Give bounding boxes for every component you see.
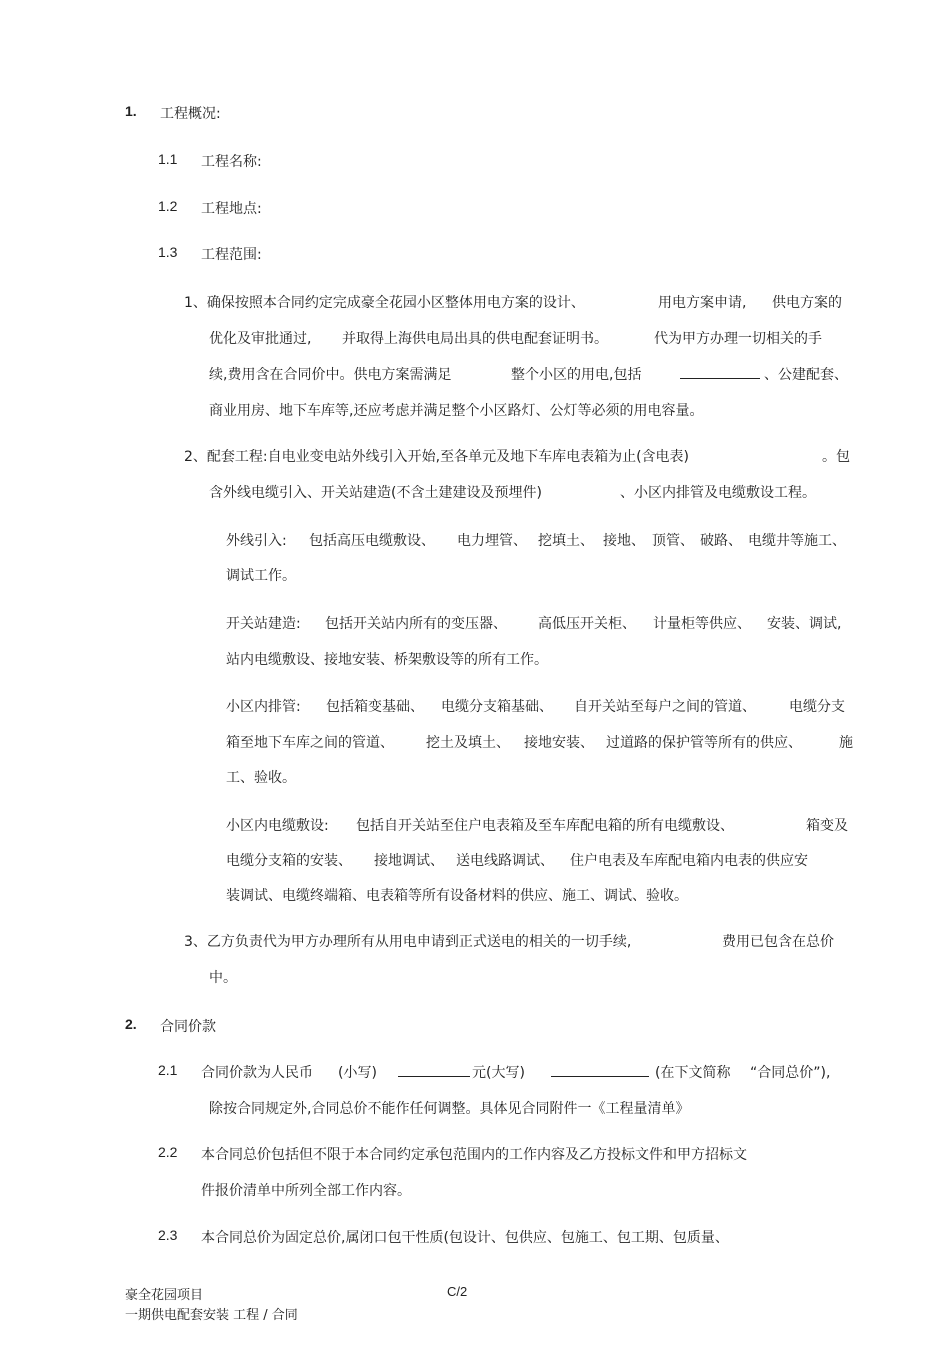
item-3-line-2: 中。	[209, 970, 237, 986]
sub-2-1-text: 除按合同规定外,合同总价不能作任何调整。具体见合同附件一《工程量清单》	[209, 1101, 690, 1117]
subitem-cable-text: 接地调试、	[374, 853, 444, 869]
subitem-cable-text: 送电线路调试、	[456, 853, 554, 869]
subitem-external-text: 挖填土、	[538, 533, 594, 549]
sub-2-1-text: (在下文简称	[655, 1065, 731, 1081]
subitem-piping-label: 小区内排管:	[226, 699, 301, 715]
item-2-line-2a: 含外线电缆引入、开关站建造(不含土建建设及预埋件)	[209, 485, 542, 501]
sub-2-1-text: (小写)	[338, 1065, 377, 1081]
sub-1-3-text: 工程范围:	[201, 247, 262, 263]
subitem-cable-text: 电缆分支箱的安装、	[226, 853, 352, 869]
sub-2-2-number: 2.2	[158, 1144, 178, 1160]
sub-2-1-text: 合同价款为人民币	[201, 1065, 313, 1081]
item-2-line-2b: 、小区内排管及电缆敷设工程。	[620, 485, 816, 501]
subitem-piping-text: 施	[839, 735, 853, 751]
footer-page-number: C/2	[447, 1284, 468, 1299]
item-2-line-1b: 。包	[822, 449, 850, 465]
subitem-external-text: 电缆井等施工、	[748, 533, 846, 549]
subitem-switchstation-label: 开关站建造:	[226, 616, 301, 632]
sub-2-1-text: “合同总价”),	[750, 1065, 831, 1081]
subitem-external-label: 外线引入:	[226, 533, 287, 549]
subitem-external-text: 调试工作。	[226, 568, 296, 584]
subitem-piping-text: 电缆分支	[789, 699, 845, 715]
item-3-line-1b: 费用已包含在总价	[722, 934, 834, 950]
item-1-line-2b: 并取得上海供电局出具的供电配套证明书。	[342, 331, 608, 347]
item-1-line-2a: 优化及审批通过,	[209, 331, 312, 347]
sub-1-3-number: 1.3	[158, 244, 178, 260]
section-2-number: 2.	[125, 1016, 137, 1032]
subitem-external-text: 破路、	[700, 533, 742, 549]
subitem-switchstation-text: 安装、调试,	[767, 616, 842, 632]
subitem-external-text: 电力埋管、	[457, 533, 527, 549]
price-upper-blank	[551, 1062, 649, 1077]
subitem-piping-text: 箱至地下车库之间的管道、	[226, 735, 394, 751]
subitem-cable-text: 住户电表及车库配电箱内电表的供应安	[570, 853, 808, 869]
subitem-cable-text: 装调试、电缆终端箱、电表箱等所有设备材料的供应、施工、调试、验收。	[226, 888, 688, 904]
subitem-cable-text: 箱变及	[806, 818, 848, 834]
footer-project: 豪全花园项目	[125, 1288, 204, 1303]
sub-2-2-text: 本合同总价包括但不限于本合同约定承包范围内的工作内容及乙方投标文件和甲方招标文	[201, 1147, 747, 1163]
sub-1-1-text: 工程名称:	[201, 154, 262, 170]
section-2-title: 合同价款	[160, 1019, 216, 1035]
item-1-blank	[680, 364, 760, 379]
item-1-line-3a: 续,费用含在合同价中。供电方案需满足	[209, 367, 452, 383]
subitem-switchstation-text: 包括开关站内所有的变压器、	[325, 616, 507, 632]
subitem-external-text: 顶管、	[652, 533, 694, 549]
sub-1-1-number: 1.1	[158, 151, 178, 167]
section-1-title: 工程概况:	[160, 106, 221, 122]
subitem-piping-text: 挖土及填土、	[426, 735, 510, 751]
subitem-cable-text: 包括自开关站至住户电表箱及至车库配电箱的所有电缆敷设、	[356, 818, 734, 834]
section-1-number: 1.	[125, 103, 137, 119]
item-1-line-1c: 供电方案的	[772, 295, 842, 311]
subitem-external-text: 包括高压电缆敷设、	[309, 533, 435, 549]
item-2-line-1a: 2、配套工程:自电业变电站外线引入开始,至各单元及地下车库电表箱为止(含电表)	[184, 449, 689, 465]
subitem-piping-text: 接地安装、	[524, 735, 594, 751]
subitem-switchstation-text: 站内电缆敷设、接地安装、桥架敷设等的所有工作。	[226, 652, 548, 668]
item-1-line-3b: 整个小区的用电,包括	[511, 367, 642, 383]
subitem-piping-text: 自开关站至每户之间的管道、	[574, 699, 756, 715]
sub-1-2-text: 工程地点:	[201, 201, 262, 217]
price-lower-blank	[398, 1062, 470, 1077]
sub-1-2-number: 1.2	[158, 198, 178, 214]
subitem-switchstation-text: 计量柜等供应、	[653, 616, 751, 632]
subitem-cable-label: 小区内电缆敷设:	[226, 818, 329, 834]
sub-2-1-text: 元(大写)	[472, 1065, 525, 1081]
subitem-piping-text: 过道路的保护管等所有的供应、	[606, 735, 802, 751]
subitem-switchstation-text: 高低压开关柜、	[538, 616, 636, 632]
item-3-line-1a: 3、乙方负责代为甲方办理所有从用电申请到正式送电的相关的一切手续,	[184, 934, 632, 950]
sub-2-3-number: 2.3	[158, 1227, 178, 1243]
sub-2-2-text: 件报价清单中所列全部工作内容。	[201, 1183, 411, 1199]
item-1-line-3c: 、公建配套、	[764, 367, 848, 383]
subitem-piping-text: 电缆分支箱基础、	[441, 699, 553, 715]
item-1-line-1b: 用电方案申请,	[658, 295, 747, 311]
footer-subtitle: 一期供电配套安装 工程 / 合同	[125, 1308, 298, 1323]
sub-2-3-text: 本合同总价为固定总价,属闭口包干性质(包设计、包供应、包施工、包工期、包质量、	[201, 1230, 729, 1246]
item-1-line-4: 商业用房、地下车库等,还应考虑并满足整个小区路灯、公灯等必须的用电容量。	[209, 403, 704, 419]
item-1-line-2c: 代为甲方办理一切相关的手	[654, 331, 822, 347]
sub-2-1-number: 2.1	[158, 1062, 178, 1078]
item-1-line-1a: 1、确保按照本合同约定完成豪全花园小区整体用电方案的设计、	[184, 295, 585, 311]
subitem-external-text: 接地、	[603, 533, 645, 549]
subitem-piping-text: 工、验收。	[226, 770, 296, 786]
subitem-piping-text: 包括箱变基础、	[326, 699, 424, 715]
